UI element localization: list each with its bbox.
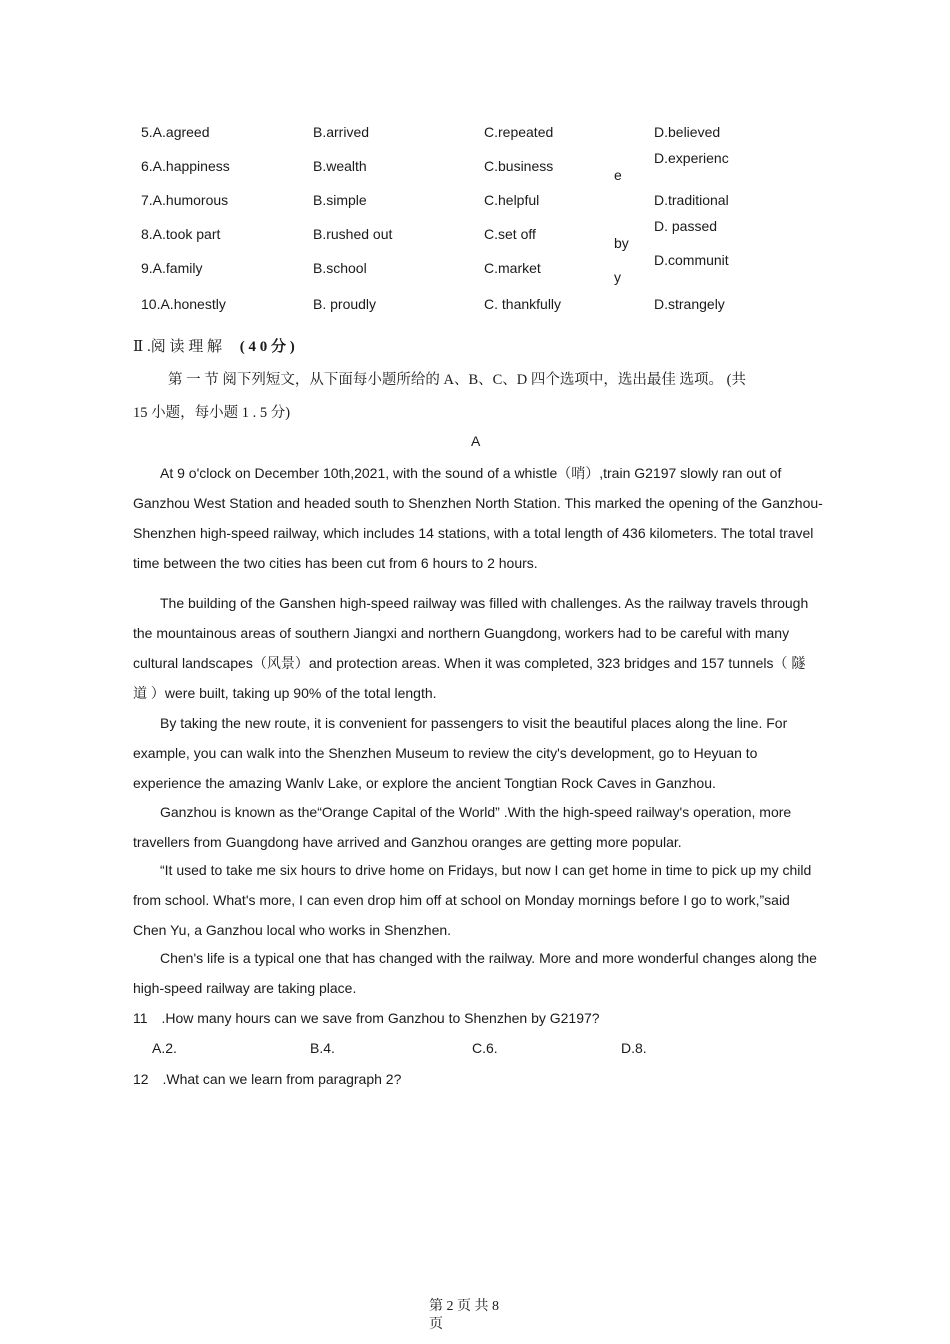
instruction-line-2: 15 小题，每小题 1 . 5 分) — [133, 405, 291, 421]
option-5b: B.arrived — [313, 124, 370, 140]
option-7a: 7.A.humorous — [141, 192, 229, 208]
option-9a: 9.A.family — [141, 260, 203, 276]
section-heading-title: Ⅱ .阅 读 理 解 — [133, 339, 222, 355]
option-7c: C.helpful — [484, 192, 540, 208]
question-11-text: .How many hours can we save from Ganzhou to Shenzhen by G2197? — [161, 1010, 600, 1026]
question-11-option-a: A.2. — [152, 1040, 177, 1056]
option-8d: D. passed — [654, 218, 718, 234]
option-9d: D.communit — [654, 252, 729, 268]
question-11-option-b: B.4. — [310, 1040, 335, 1056]
option-6d: D.experienc — [654, 150, 729, 166]
option-9d-wrap: y — [614, 269, 621, 285]
option-7b: B.simple — [313, 192, 367, 208]
option-6d-wrap: e — [614, 167, 622, 183]
option-6a: 6.A.happiness — [141, 158, 230, 174]
option-7d: D.traditional — [654, 192, 729, 208]
option-8d-wrap: by — [614, 235, 629, 251]
passage-paragraph-5: “It used to take me six hours to drive home on Fridays, but now I can get home in time to pick up my child from school. What's more, I can even drop him off at school on Monday mornings before I go to work,”said Chen Yu, a Ganzhou local who works in Shenzhen. — [133, 862, 812, 938]
question-11 — [133, 1008, 600, 1028]
passage-paragraph-6: Chen's life is a typical one that has changed with the railway. More and more wonderful changes along the high-speed railway are taking place. — [133, 950, 817, 996]
page-footer-line-1: 第 2 页 共 8 — [429, 1299, 499, 1314]
option-9c: C.market — [484, 260, 541, 276]
option-8a: 8.A.took part — [141, 226, 221, 242]
option-6b: B.wealth — [313, 158, 367, 174]
question-12-text: .What can we learn from paragraph 2? — [162, 1071, 402, 1087]
section-heading-score: ( 4 0 分 ) — [239, 339, 295, 355]
question-11-number: 11 — [133, 1010, 148, 1026]
passage-label: A — [471, 433, 481, 449]
option-10c: C. thankfully — [484, 296, 562, 312]
section-heading — [133, 335, 295, 356]
option-5c: C.repeated — [484, 124, 554, 140]
passage-paragraph-2: The building of the Ganshen high-speed railway was filled with challenges. As the railway travels through the mountainous areas of southern Jiangxi and northern Guangdong, workers had to be careful with many cultural landscapes（风景）and protection areas. When it was completed, 323 bridges and 157 tunnels（ 隧 道 ）were built, taking up 90% of the total length. — [133, 595, 809, 701]
option-10a: 10.A.honestly — [141, 296, 226, 312]
question-11-option-c: C.6. — [472, 1040, 498, 1056]
instruction-line-1: 第 一 节 阅下列短文，从下面每小题所给的 A、B、C、D 四个选项中，选出最佳 选项。 (共 — [168, 372, 746, 388]
question-11-option-d: D.8. — [621, 1040, 647, 1056]
option-8b: B.rushed out — [313, 226, 393, 242]
question-12-number: 12 — [133, 1071, 149, 1087]
passage-paragraph-3: By taking the new route, it is convenient for passengers to visit the beautiful places along the line. For example, you can walk into the Shenzhen Museum to review the city's development, go to Heyuan to experience the amazing Wanlv Lake, or explore the ancient Tongtian Rock Caves in Ganzhou. — [133, 715, 788, 791]
option-5d: D.believed — [654, 124, 721, 140]
passage-paragraph-4: Ganzhou is known as the“Orange Capital of the World” .With the high-speed railway's operation, more travellers from Guangdong have arrived and Ganzhou oranges are getting more popular. — [133, 804, 792, 850]
question-12 — [133, 1069, 401, 1089]
option-8c: C.set off — [484, 226, 536, 242]
option-9b: B.school — [313, 260, 367, 276]
option-10d: D.strangely — [654, 296, 725, 312]
passage-paragraph-1: At 9 o'clock on December 10th,2021, with the sound of a whistle（哨）,train G2197 slowly ran out of Ganzhou West Station and headed south to Shenzhen North Station. This marked the opening of the Ganzhou-Shenzhen high-speed railway, which includes 14 stations, with a total length of 436 kilometers. The total travel time between the two cities has been cut from 6 hours to 2 hours. — [133, 465, 823, 571]
option-5a: 5.A.agreed — [141, 124, 210, 140]
option-10b: B. proudly — [313, 296, 377, 312]
page-footer-line-2: 页 — [429, 1317, 443, 1332]
option-6c: C.business — [484, 158, 554, 174]
